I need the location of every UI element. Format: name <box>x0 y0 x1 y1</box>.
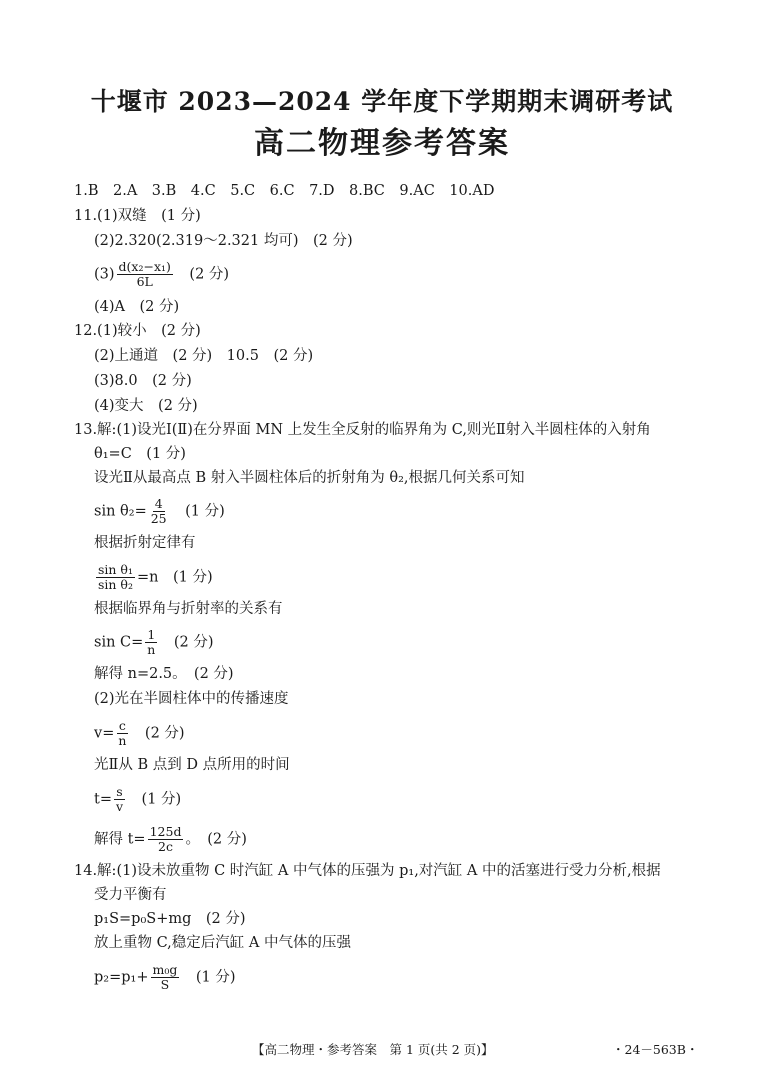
q13-f6-score: 。 (2 分) <box>185 831 247 848</box>
q13-line-3: 设光Ⅱ从最高点 B 射入半圆柱体后的折射角为 θ₂,根据几何关系可知 <box>94 470 525 486</box>
q13-formula-5 <box>94 785 181 814</box>
q13-formula-4 <box>94 719 185 748</box>
q14-f1-den: S <box>160 977 170 992</box>
q13-f6-prefix: 解得 t= <box>94 831 146 848</box>
q14-f1-num: m₀g <box>152 962 178 977</box>
q14-f1-prefix: p₂=p₁+ <box>94 969 149 986</box>
q11-l3-prefix: (3) <box>94 266 115 283</box>
q14-line-3: p₁S=p₀S+mg (2 分) <box>94 911 246 927</box>
q12-line-1: 12.(1)较小 (2 分) <box>74 323 201 339</box>
q13-line-4: 根据折射定律有 <box>94 535 196 551</box>
q13-f5-score: (1 分) <box>127 791 182 808</box>
q13-f2-post: =n (1 分) <box>136 569 213 586</box>
q14-f1-fraction <box>151 963 180 992</box>
q13-f5-den: v <box>115 799 124 814</box>
q14-line-4: 放上重物 C,稳定后汽缸 A 中气体的压强 <box>94 935 351 951</box>
q13-f2-fraction <box>96 563 135 592</box>
q13-f1-num: 4 <box>154 496 163 511</box>
q11-line-1: 11.(1)双缝 (1 分) <box>74 208 201 224</box>
q13-f2-num: sin θ₁ <box>98 562 133 577</box>
q12-line-4: (4)变大 (2 分) <box>94 398 198 414</box>
q13-line-1: 13.解:(1)设光Ⅰ(Ⅱ)在分界面 MN 上发生全反射的临界角为 C,则光Ⅱ射入半圆柱体的入射角 <box>74 422 651 438</box>
q13-f3-num: 1 <box>147 627 156 642</box>
q14-line-2: 受力平衡有 <box>94 887 167 903</box>
q12-line-2: (2)上通道 (2 分) 10.5 (2 分) <box>94 348 314 364</box>
q14-line-1: 14.解:(1)设未放重物 C 时汽缸 A 中气体的压强为 p₁,对汽缸 A 中的活塞进行受力分析,根据 <box>74 863 661 879</box>
q11-l3-score: (2 分) <box>174 266 230 283</box>
q13-formula-2 <box>94 563 213 592</box>
q13-f4-num: c <box>118 718 126 733</box>
q12-line-3: (3)8.0 (2 分) <box>94 373 192 389</box>
q13-formula-3 <box>94 628 214 657</box>
q13-f3-fraction <box>145 628 157 657</box>
footer-page-info: 【高二物理・参考答案 第 1 页(共 2 页)】 <box>252 1042 494 1057</box>
exam-title: 十堰市 2023—2024 学年度下学期期末调研考试 <box>90 87 674 116</box>
q13-f2-den: sin θ₂ <box>98 577 133 592</box>
q11-fraction <box>117 260 173 289</box>
q13-f1-den: 25 <box>150 511 167 526</box>
q13-f1-score: (1 分) <box>170 503 225 520</box>
q13-f3-den: n <box>147 642 156 657</box>
q13-line-8: 光Ⅱ从 B 点到 D 点所用的时间 <box>94 757 290 773</box>
mc-answers: 1.B 2.A 3.B 4.C 5.C 6.C 7.D 8.BC 9.AC 10.AD <box>74 183 495 199</box>
q13-line-2: θ₁=C (1 分) <box>94 446 186 462</box>
q13-f1-prefix: sin θ₂= <box>94 503 147 520</box>
q13-line-6: 解得 n=2.5。 (2 分) <box>94 666 234 682</box>
q11-fraction-den: 6L <box>136 274 153 289</box>
answer-title: 高二物理参考答案 <box>254 126 510 161</box>
q13-f4-fraction <box>116 719 128 748</box>
q13-f3-score: (2 分) <box>159 634 214 651</box>
q14-f1-score: (1 分) <box>181 969 236 986</box>
q11-line-2: (2)2.320(2.319～2.321 均可) (2 分) <box>94 233 353 249</box>
footer-code: ・24－563B・ <box>612 1042 699 1057</box>
q13-f6-den: 2c <box>158 839 174 854</box>
q13-f5-prefix: t= <box>94 791 112 808</box>
q11-line-4: (4)A (2 分) <box>94 299 180 315</box>
q13-line-5: 根据临界角与折射率的关系有 <box>94 601 283 617</box>
q13-f4-prefix: v= <box>94 725 115 742</box>
q13-f3-prefix: sin C= <box>94 634 144 651</box>
q11-line-3 <box>94 260 229 289</box>
q13-formula-6 <box>94 825 247 854</box>
q13-formula-1 <box>94 497 225 526</box>
q13-f6-fraction <box>148 825 184 854</box>
q11-fraction-num: d(x₂−x₁) <box>118 259 171 274</box>
q13-f4-score: (2 分) <box>130 725 185 742</box>
q13-line-7: (2)光在半圆柱体中的传播速度 <box>94 691 289 707</box>
q13-f6-num: 125d <box>149 824 182 839</box>
q14-formula-1 <box>94 963 236 992</box>
q13-f5-num: s <box>116 784 123 799</box>
q13-f5-fraction <box>114 785 125 814</box>
q13-f1-fraction <box>149 497 169 526</box>
q13-f4-den: n <box>118 733 127 748</box>
